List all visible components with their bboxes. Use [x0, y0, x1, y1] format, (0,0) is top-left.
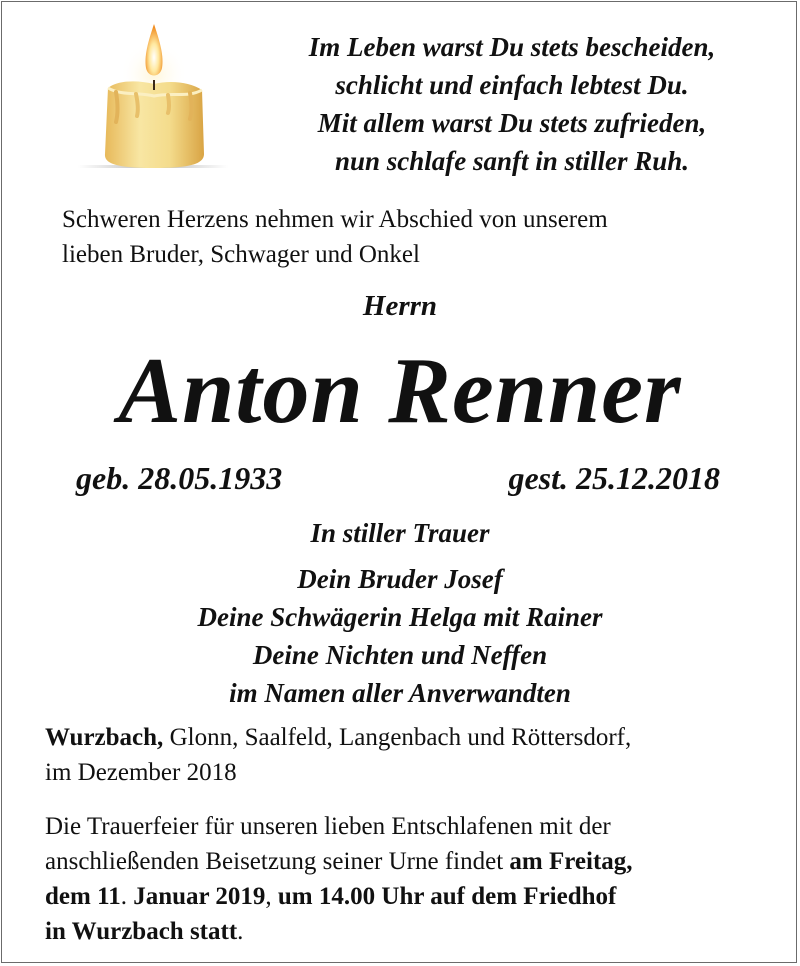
- service-line: [45, 914, 790, 949]
- mourner-line: im Namen aller Anverwandten: [229, 678, 571, 708]
- service-location: in Wurzbach statt: [45, 918, 238, 945]
- poem: [252, 28, 772, 180]
- service-text: .: [120, 883, 134, 910]
- service-line: [45, 879, 790, 914]
- service-time-location: um 14.00 Uhr auf dem Friedhof: [277, 883, 617, 910]
- place-and-date: [45, 720, 785, 790]
- service-day: am Freitag,: [509, 848, 633, 875]
- poem-line: Mit allem warst Du stets zufrieden,: [317, 108, 707, 138]
- service-date-day: dem 11: [45, 883, 121, 910]
- main-town: Wurzbach,: [45, 724, 164, 751]
- service-date-month: Januar 2019: [133, 883, 266, 910]
- deceased-name: Anton Renner: [118, 339, 682, 443]
- intro-text: [62, 202, 782, 272]
- death-date: gest. 25.12.2018: [508, 460, 720, 496]
- service-line: [45, 844, 790, 879]
- poem-line: schlicht und einfach lebtest Du.: [335, 70, 689, 100]
- poem-line: Im Leben warst Du stets bescheiden,: [308, 32, 716, 62]
- candle-icon: [78, 22, 228, 174]
- mourner-line: Dein Bruder Josef: [297, 564, 503, 594]
- mourners-heading: In stiller Trauer: [310, 518, 490, 548]
- other-towns: Glonn, Saalfeld, Langenbach und Röttersdorf,: [163, 724, 632, 751]
- service-text: .: [237, 918, 244, 945]
- funeral-service-info: [45, 809, 790, 949]
- service-text: anschließenden Beisetzung seiner Urne findet: [45, 848, 510, 875]
- mourner-line: Deine Schwägerin Helga mit Rainer: [197, 602, 603, 632]
- service-text: ,: [265, 883, 278, 910]
- mourner-line: Deine Nichten und Neffen: [252, 640, 548, 670]
- mourners-block: [0, 514, 800, 712]
- intro-line: lieben Bruder, Schwager und Onkel: [62, 241, 420, 268]
- service-line: Die Trauerfeier für unseren lieben Entschlafenen mit der: [45, 813, 611, 840]
- intro-line: Schweren Herzens nehmen wir Abschied von unserem: [62, 206, 608, 233]
- notice-date: im Dezember 2018: [45, 759, 237, 786]
- birth-date: geb. 28.05.1933: [76, 460, 283, 496]
- poem-line: nun schlafe sanft in stiller Ruh.: [334, 146, 690, 176]
- place-line: [45, 720, 785, 755]
- salutation: Herrn: [362, 290, 438, 322]
